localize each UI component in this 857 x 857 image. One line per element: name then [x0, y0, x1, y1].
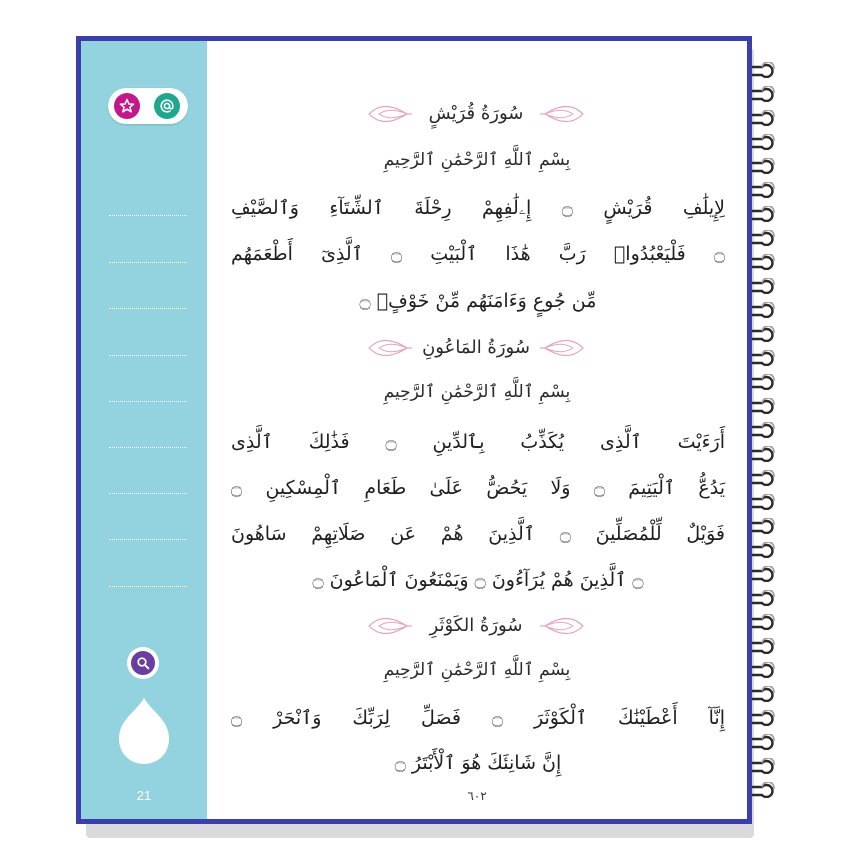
- spiral-coil-icon: [752, 686, 778, 702]
- ornament-left-icon: [367, 613, 413, 639]
- spiral-coil-icon: [752, 710, 778, 726]
- spiral-coil-icon: [752, 374, 778, 390]
- ornament-right-icon: [539, 101, 585, 127]
- spiral-coil-icon: [752, 566, 778, 582]
- sidebar: [81, 41, 207, 819]
- spiral-coil-icon: [752, 302, 778, 318]
- spiral-coil-icon: [752, 230, 778, 246]
- surah-header: [207, 609, 747, 643]
- spiral-coil-icon: [752, 86, 778, 102]
- spiral-coil-icon: [752, 350, 778, 366]
- search-button[interactable]: [127, 647, 159, 679]
- spiral-coil-icon: [752, 206, 778, 222]
- note-line: [109, 586, 187, 587]
- note-line: [109, 447, 187, 448]
- spiral-coil-icon: [752, 446, 778, 462]
- spiral-coil-icon: [752, 494, 778, 510]
- spiral-coil-icon: [752, 422, 778, 438]
- at-icon[interactable]: [154, 93, 180, 119]
- ornament-right-icon: [539, 335, 585, 361]
- spiral-coil-icon: [752, 734, 778, 750]
- spiral-coil-icon: [752, 62, 778, 78]
- spiral-coil-icon: [752, 638, 778, 654]
- spiral-coil-icon: [752, 326, 778, 342]
- note-line: [109, 539, 187, 540]
- verse-line: ۝ فَلْيَعْبُدُوا۟ رَبَّ هَٰذَا ٱلْبَيْتِ ۝ ٱلَّذِىٓ أَطْعَمَهُم: [231, 243, 725, 265]
- surah-header: [207, 331, 747, 365]
- verse-line: ۝ ٱلَّذِينَ هُمْ يُرَآءُونَ ۝ وَيَمْنَعُونَ ٱلْمَاعُونَ ۝: [312, 569, 644, 591]
- basmala: بِسْمِ ٱللَّهِ ٱلرَّحْمَٰنِ ٱلرَّحِيمِ: [383, 150, 571, 170]
- spiral-coil-icon: [752, 110, 778, 126]
- surah-title: سُورَةُ قُرَيْشٍ: [428, 103, 524, 124]
- spiral-coil-icon: [752, 254, 778, 270]
- spiral-coil-icon: [752, 470, 778, 486]
- spiral-coil-icon: [752, 662, 778, 678]
- star-icon[interactable]: [114, 93, 140, 119]
- note-line: [109, 493, 187, 494]
- spiral-coil-icon: [752, 134, 778, 150]
- icon-toolbar: [108, 88, 188, 124]
- note-line: [109, 308, 187, 309]
- note-line: [109, 401, 187, 402]
- book-page: [76, 36, 752, 824]
- note-line: [109, 215, 187, 216]
- search-icon: [131, 651, 155, 675]
- spiral-coil-icon: [752, 614, 778, 630]
- verse-line: يَدُعُّ ٱلْيَتِيمَ ۝ وَلَا يَحُضُّ عَلَىٰ طَعَامِ ٱلْمِسْكِينِ ۝: [231, 477, 725, 499]
- verse-line: مِّن جُوعٍ وَءَامَنَهُم مِّنْ خَوْفٍۭ ۝: [359, 290, 597, 312]
- verse-line: إِنَّ شَانِئَكَ هُوَ ٱلْأَبْتَرُ ۝: [394, 752, 562, 774]
- surah-title: سُورَةُ المَاعُونِ: [422, 337, 530, 358]
- spiral-coil-icon: [752, 758, 778, 774]
- spiral-coil-icon: [752, 398, 778, 414]
- page-number: ٦٠٢: [467, 789, 487, 803]
- spiral-coil-icon: [752, 542, 778, 558]
- note-line: [109, 355, 187, 356]
- spiral-coil-icon: [752, 590, 778, 606]
- verse-line: لِإِيلَٰفِ قُرَيْشٍ ۝ إِۦلَٰفِهِمْ رِحْلَةَ ٱلشِّتَآءِ وَٱلصَّيْفِ: [231, 197, 725, 219]
- surah-header: [207, 97, 747, 131]
- drop-shape-icon: [115, 697, 173, 767]
- ornament-right-icon: [539, 613, 585, 639]
- ornament-left-icon: [367, 101, 413, 127]
- surah-title: سُورَةُ الكَوْثَرِ: [429, 615, 523, 636]
- sidebar-page-number: 21: [136, 788, 152, 803]
- spiral-coil-icon: [752, 782, 778, 798]
- ornament-left-icon: [367, 335, 413, 361]
- note-line: [109, 262, 187, 263]
- spiral-coil-icon: [752, 278, 778, 294]
- basmala: بِسْمِ ٱللَّهِ ٱلرَّحْمَٰنِ ٱلرَّحِيمِ: [383, 660, 571, 680]
- spiral-coil-icon: [752, 518, 778, 534]
- spiral-coil-icon: [752, 182, 778, 198]
- verse-line: فَوَيْلٌ لِّلْمُصَلِّينَ ۝ ٱلَّذِينَ هُمْ عَن صَلَاتِهِمْ سَاهُونَ: [231, 523, 725, 545]
- basmala: بِسْمِ ٱللَّهِ ٱلرَّحْمَٰنِ ٱلرَّحِيمِ: [383, 382, 571, 402]
- verse-line: إِنَّآ أَعْطَيْنَٰكَ ٱلْكَوْثَرَ ۝ فَصَلِّ لِرَبِّكَ وَٱنْحَرْ ۝: [231, 707, 725, 729]
- quran-page-content: [207, 41, 747, 819]
- spiral-coil-icon: [752, 158, 778, 174]
- verse-line: أَرَءَيْتَ ٱلَّذِى يُكَذِّبُ بِٱلدِّينِ ۝ فَذَٰلِكَ ٱلَّذِى: [231, 431, 725, 453]
